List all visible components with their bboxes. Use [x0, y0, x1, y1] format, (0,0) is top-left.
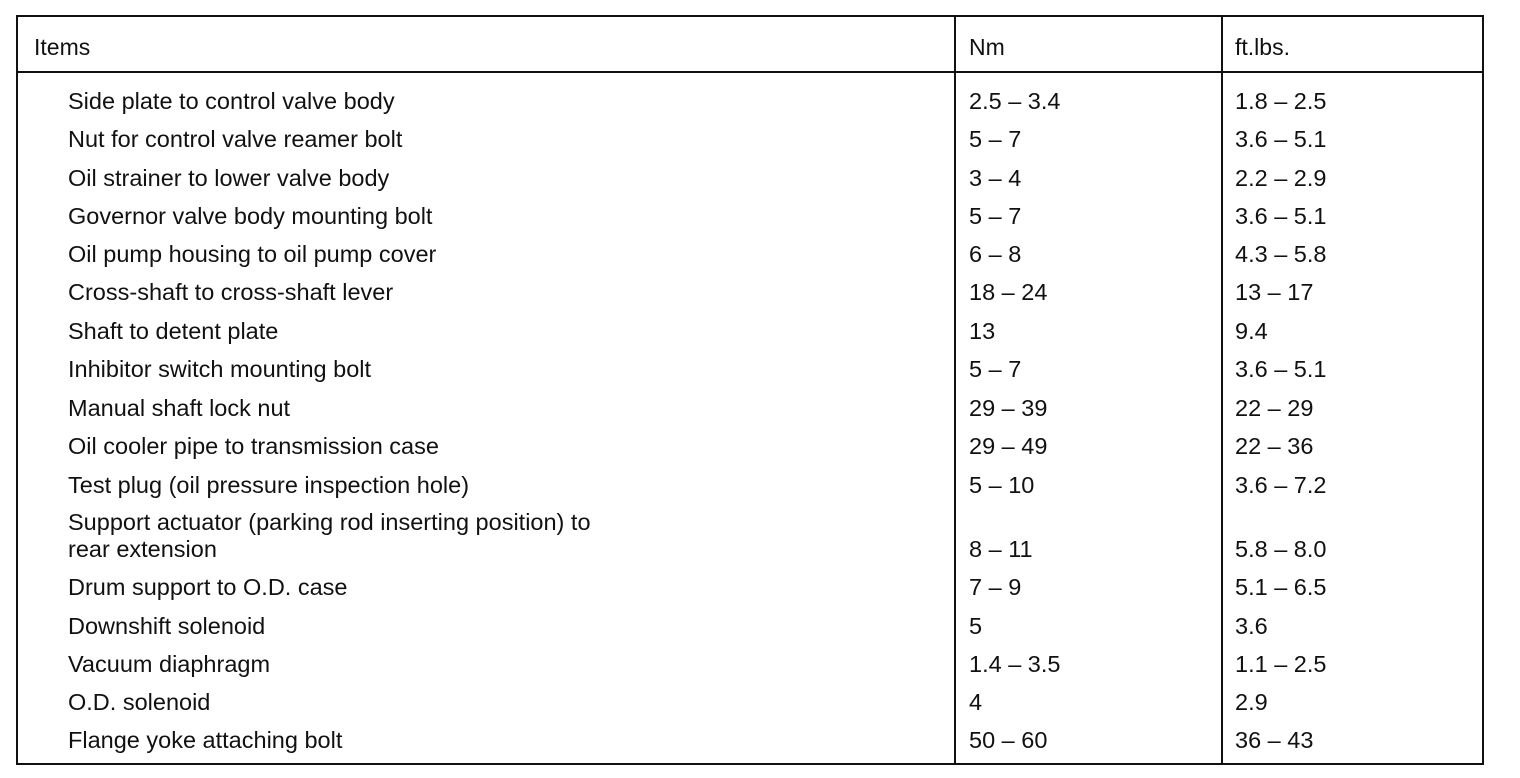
row-ftlbs: 5.1 – 6.5: [1235, 574, 1327, 600]
row-ftlbs: 2.2 – 2.9: [1235, 165, 1327, 191]
row-nm: 7 – 9: [969, 574, 1022, 600]
row-item: Cross-shaft to cross-shaft lever: [68, 279, 394, 305]
table-row: [18, 353, 1482, 383]
table-row: [18, 392, 1482, 422]
row-item: Nut for control valve reamer bolt: [68, 126, 403, 152]
row-ftlbs: 13 – 17: [1235, 279, 1314, 305]
table-row: [18, 162, 1482, 192]
table-row: [18, 686, 1482, 716]
table-row: [18, 123, 1482, 153]
row-ftlbs: 4.3 – 5.8: [1235, 241, 1327, 267]
row-nm: 4: [969, 689, 983, 715]
row-item: Drum support to O.D. case: [68, 574, 348, 600]
table-row: [18, 507, 1482, 563]
row-nm: 5 – 7: [969, 203, 1022, 229]
header-nm: Nm: [969, 34, 1005, 60]
row-item: Oil strainer to lower valve body: [68, 165, 390, 191]
row-item: O.D. solenoid: [68, 689, 211, 715]
row-nm: 5 – 10: [969, 472, 1035, 498]
row-item: Vacuum diaphragm: [68, 651, 271, 677]
table-row: [18, 85, 1482, 115]
table-row: [18, 200, 1482, 230]
table-row: [18, 469, 1482, 499]
row-ftlbs: 5.8 – 8.0: [1235, 536, 1327, 562]
row-item: Inhibitor switch mounting bolt: [68, 356, 372, 382]
table-row: [18, 315, 1482, 345]
row-ftlbs: 3.6 – 5.1: [1235, 126, 1327, 152]
table-row: [18, 276, 1482, 306]
row-item: Support actuator (parking rod inserting position) to rear extension: [68, 509, 591, 562]
row-nm: 18 – 24: [969, 279, 1048, 305]
table-row: [18, 571, 1482, 601]
row-nm: 1.4 – 3.5: [969, 651, 1061, 677]
row-ftlbs: 22 – 36: [1235, 433, 1314, 459]
row-item: Downshift solenoid: [68, 613, 266, 639]
table-header-row: [18, 17, 1482, 73]
row-item: Side plate to control valve body: [68, 88, 395, 114]
row-item: Governor valve body mounting bolt: [68, 203, 433, 229]
row-ftlbs: 36 – 43: [1235, 727, 1314, 753]
row-nm: 5 – 7: [969, 126, 1022, 152]
row-ftlbs: 3.6: [1235, 613, 1268, 639]
row-nm: 5 – 7: [969, 356, 1022, 382]
row-ftlbs: 3.6 – 5.1: [1235, 203, 1327, 229]
row-item: Test plug (oil pressure inspection hole): [68, 472, 470, 498]
row-item: Flange yoke attaching bolt: [68, 727, 343, 753]
row-ftlbs: 2.9: [1235, 689, 1268, 715]
row-ftlbs: 3.6 – 5.1: [1235, 356, 1327, 382]
table-row: [18, 648, 1482, 678]
header-ftlbs: ft.lbs.: [1235, 34, 1290, 60]
row-ftlbs: 22 – 29: [1235, 395, 1314, 421]
row-nm: 5: [969, 613, 983, 639]
row-nm: 2.5 – 3.4: [969, 88, 1061, 114]
row-nm: 8 – 11: [969, 536, 1033, 562]
row-nm: 29 – 49: [969, 433, 1048, 459]
row-ftlbs: 1.1 – 2.5: [1235, 651, 1327, 677]
table-row: [18, 430, 1482, 460]
row-nm: 50 – 60: [969, 727, 1048, 753]
table-row: [18, 238, 1482, 268]
row-ftlbs: 1.8 – 2.5: [1235, 88, 1327, 114]
row-item: Oil pump housing to oil pump cover: [68, 241, 437, 267]
row-nm: 3 – 4: [969, 165, 1022, 191]
row-item: Manual shaft lock nut: [68, 395, 291, 421]
row-ftlbs: 9.4: [1235, 318, 1268, 344]
row-nm: 13: [969, 318, 996, 344]
row-nm: 29 – 39: [969, 395, 1048, 421]
row-ftlbs: 3.6 – 7.2: [1235, 472, 1327, 498]
row-item: Shaft to detent plate: [68, 318, 279, 344]
row-item: Oil cooler pipe to transmission case: [68, 433, 439, 459]
row-nm: 6 – 8: [969, 241, 1022, 267]
header-items: Items: [34, 34, 91, 60]
torque-table: [16, 15, 1484, 765]
table-row: [18, 610, 1482, 640]
table-row: [18, 724, 1482, 754]
